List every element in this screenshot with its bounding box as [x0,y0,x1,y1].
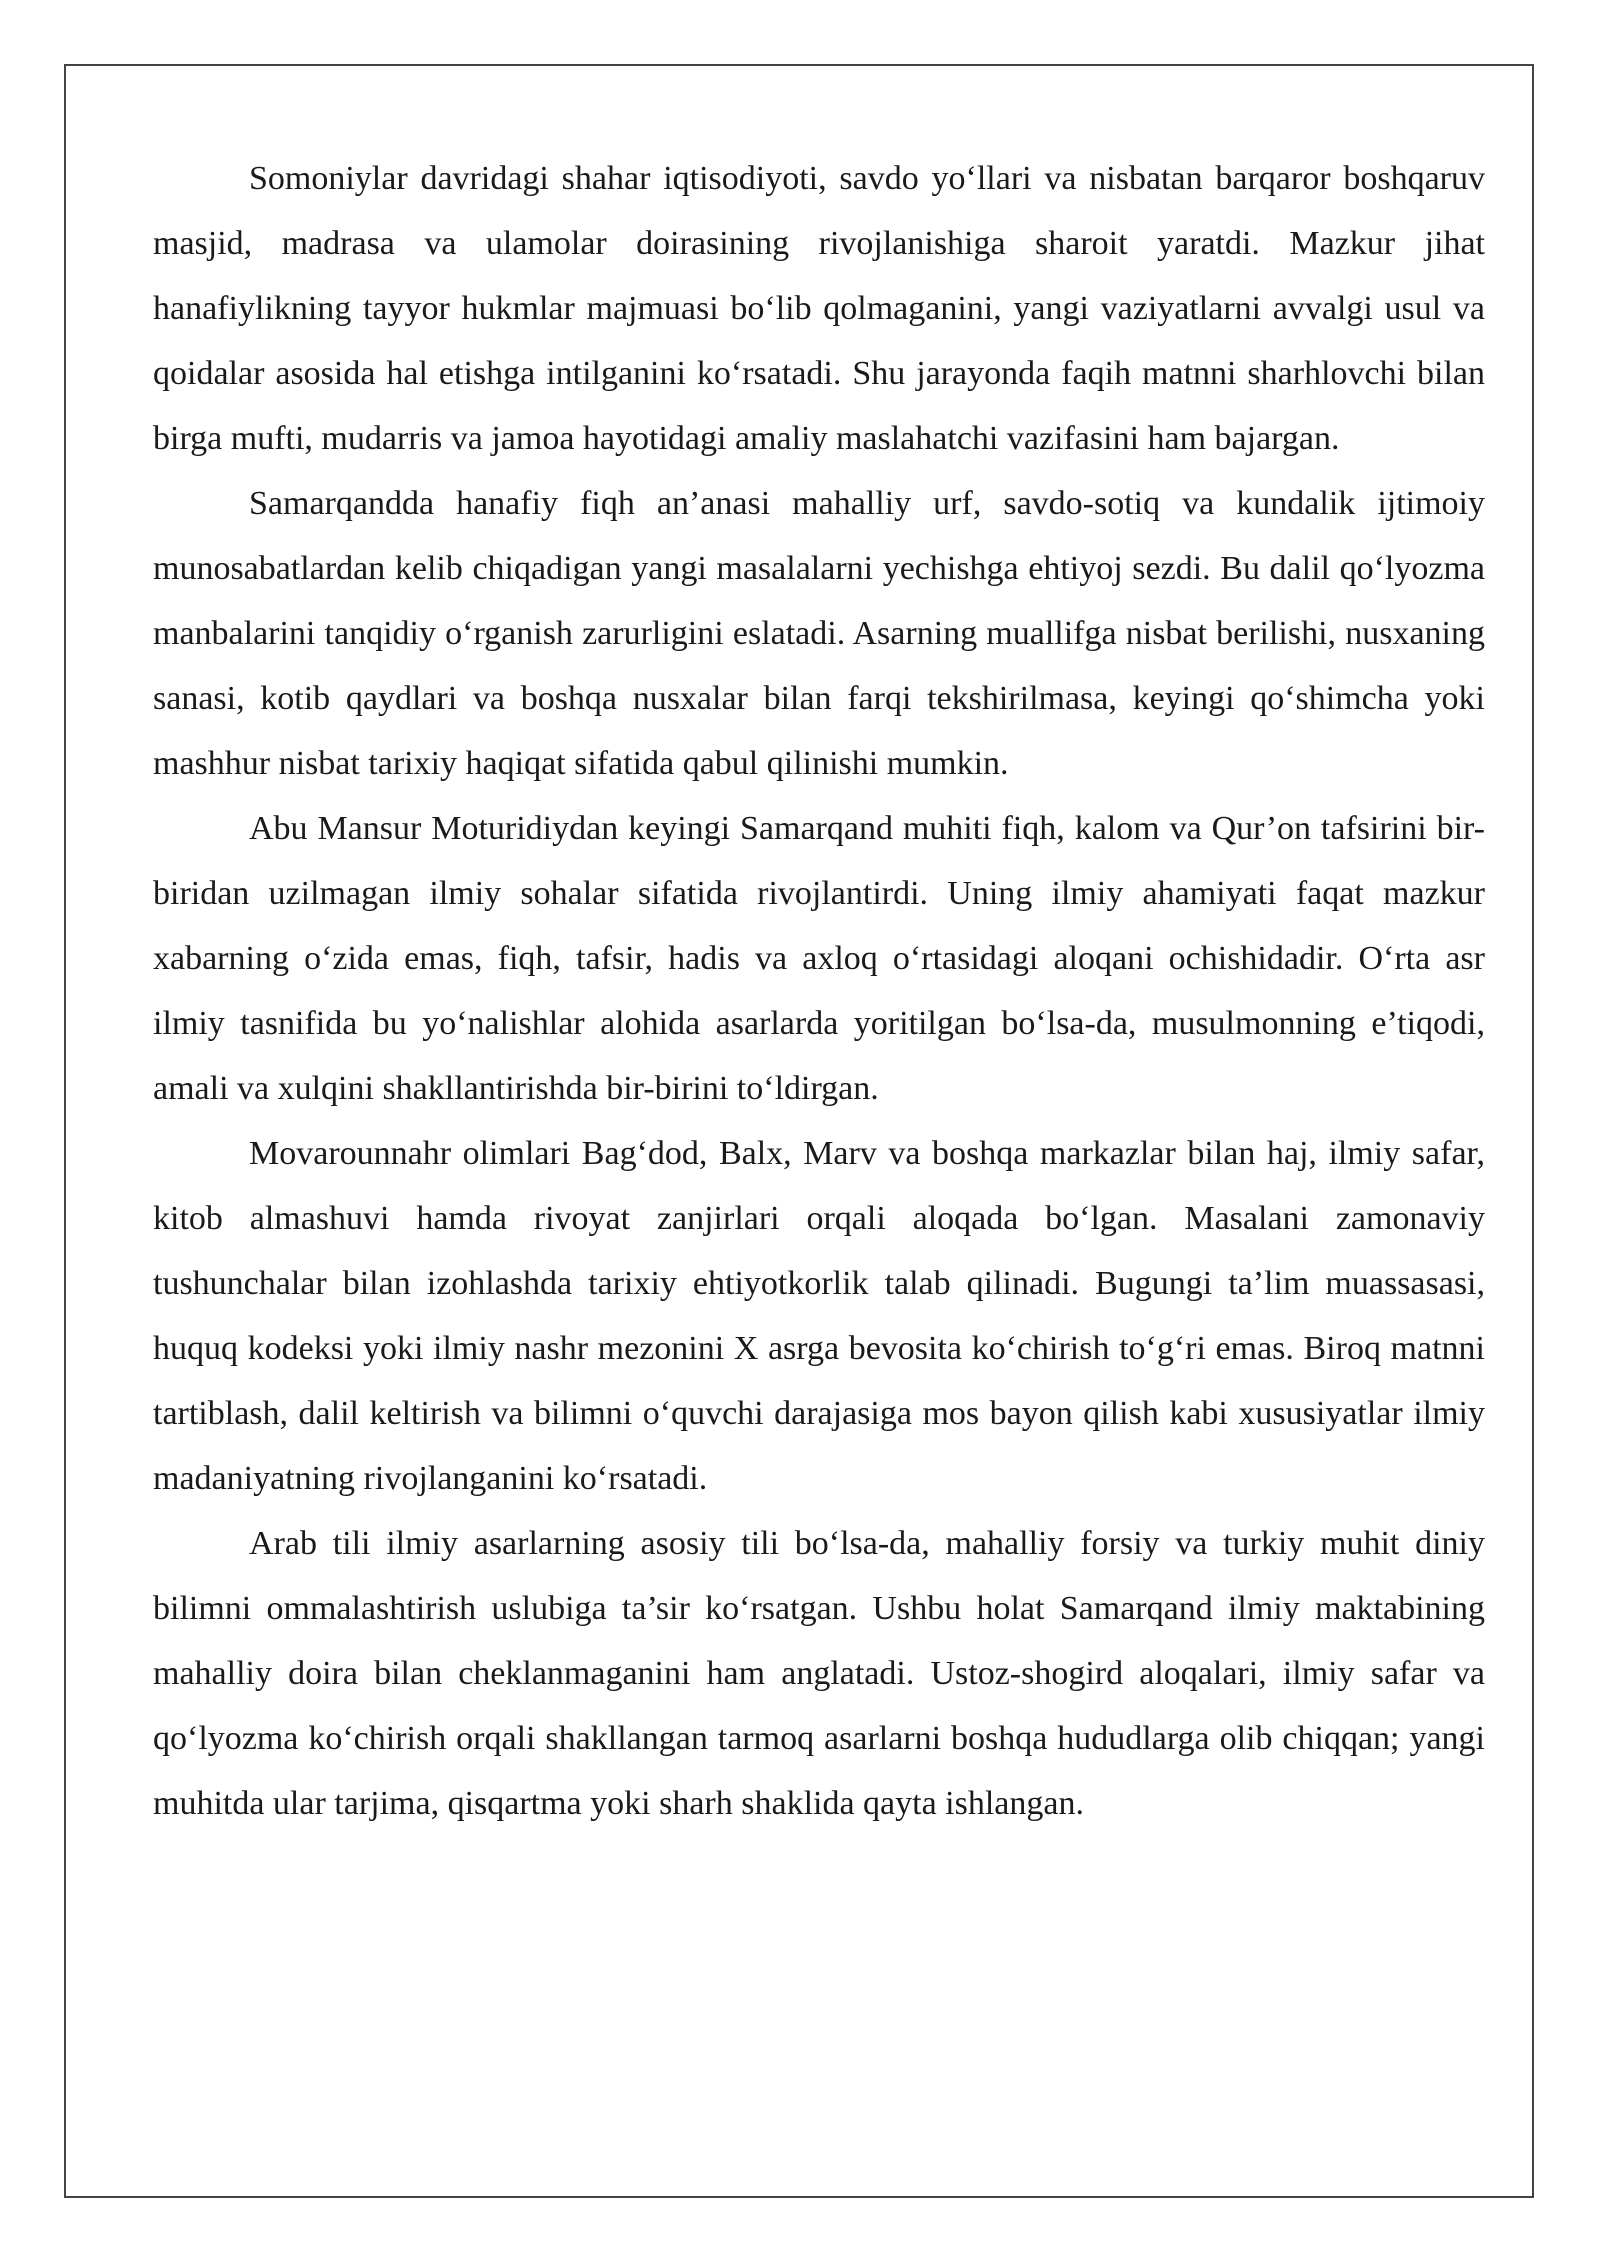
paragraph-4: Movarounnahr olimlari Bag‘dod, Balx, Marv va boshqa markazlar bilan haj, ilmiy safar, kitob almashuvi hamda rivoyat zanjirlari orqali aloqada bo‘lgan. Masalani zamonaviy tushunchalar bilan izohlashda tarixiy ehtiyotkorlik talab qilinadi. Bugungi ta’lim muassasasi, huquq kodeksi yoki ilmiy nashr mezonini X asrga bevosita ko‘chirish to‘g‘ri emas. Biroq matnni tartiblash, dalil keltirish va bilimni o‘quvchi darajasiga mos bayon qilish kabi xususiyatlar ilmiy madaniyatning rivojlanganini ko‘rsatadi. [153,1135,1485,1497]
paragraph-1: Somoniylar davridagi shahar iqtisodiyoti, savdo yo‘llari va nisbatan barqaror boshqaruv masjid, madrasa va ulamolar doirasining rivojlanishiga sharoit yaratdi. Mazkur jihat hanafiylikning tayyor hukmlar majmuasi bo‘lib qolmaganini, yangi vaziyatlarni avvalgi usul va qoidalar asosida hal etishga intilganini ko‘rsatadi. Shu jarayonda faqih matnni sharhlovchi bilan birga mufti, mudarris va jamoa hayotidagi amaliy maslahatchi vazifasini ham bajargan. [153,160,1485,457]
paragraph-3: Abu Mansur Moturidiydan keyingi Samarqand muhiti fiqh, kalom va Qur’on tafsirini bir-biridan uzilmagan ilmiy sohalar sifatida rivojlantirdi. Uning ilmiy ahamiyati faqat mazkur xabarning o‘zida emas, fiqh, tafsir, hadis va axloq o‘rtasidagi aloqani ochishidadir. O‘rta asr ilmiy tasnifida bu yo‘nalishlar alohida asarlarda yoritilgan bo‘lsa-da, musulmonning e’tiqodi, amali va xulqini shakllantirishda bir-birini to‘ldirgan. [153,810,1485,1107]
document-body [153,146,1485,1836]
paragraph-5: Arab tili ilmiy asarlarning asosiy tili bo‘lsa-da, mahalliy forsiy va turkiy muhit diniy bilimni ommalashtirish uslubiga ta’sir ko‘rsatgan. Ushbu holat Samarqand ilmiy maktabining mahalliy doira bilan cheklanmaganini ham anglatadi. Ustoz-shogird aloqalari, ilmiy safar va qo‘lyozma ko‘chirish orqali shakllangan tarmoq asarlarni boshqa hududlarga olib chiqqan; yangi muhitda ular tarjima, qisqartma yoki sharh shaklida qayta ishlangan. [153,1525,1485,1822]
paragraph-2: Samarqandda hanafiy fiqh an’anasi mahalliy urf, savdo-sotiq va kundalik ijtimoiy munosabatlardan kelib chiqadigan yangi masalalarni yechishga ehtiyoj sezdi. Bu dalil qo‘lyozma manbalarini tanqidiy o‘rganish zarurligini eslatadi. Asarning muallifga nisbat berilishi, nusxaning sanasi, kotib qaydlari va boshqa nusxalar bilan farqi tekshirilmasa, keyingi qo‘shimcha yoki mashhur nisbat tarixiy haqiqat sifatida qabul qilinishi mumkin. [153,485,1485,782]
